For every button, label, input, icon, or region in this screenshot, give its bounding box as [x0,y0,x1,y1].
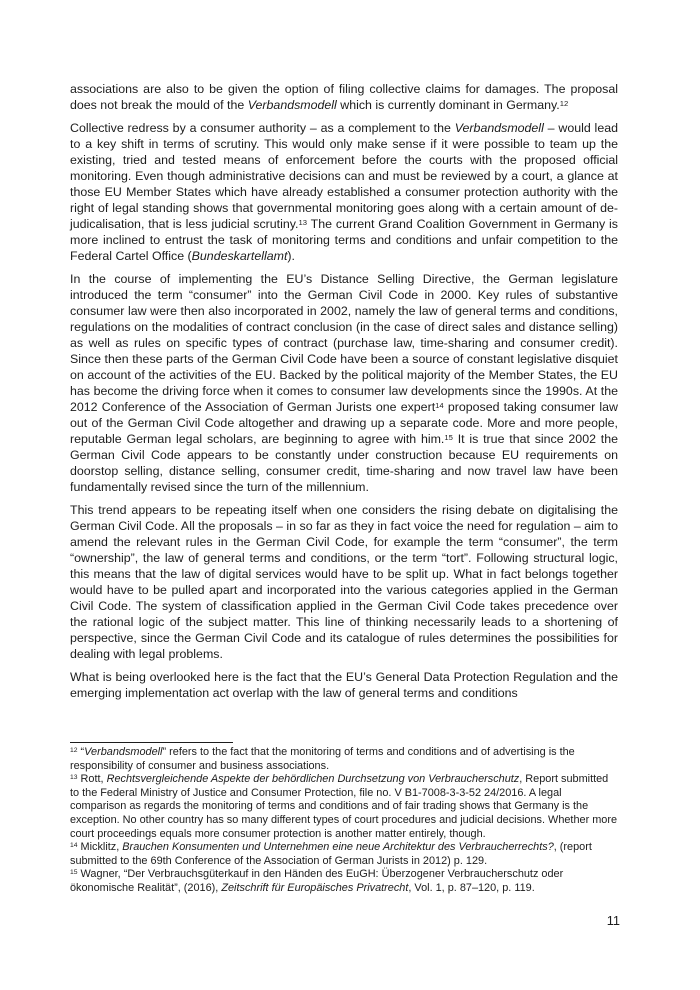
footnote [70,746,618,773]
footnote-marker: 12 [559,98,569,108]
text-run: In the course of implementing the EU’s Distance Selling Directive, the German legislature introduced the term “consumer” into the German Civil Code in 2000. Key rules of substantive consumer law were then also incorporated in 2002, namely the law of general terms and conditions, regulations on the modalities of contract conclusion (in the case of direct sales and distance selling) as well as rules on specific types of contract (purchase law, time-sharing and consumer credit). Since then these parts of the German Civil Code have been a source of constant legislative disquiet on account of the activities of the EU. Backed by the political majority of the Member States, the EU has become the driving force when it comes to consumer law developments since the 1990s. At the 2012 Conference of the Association of German Jurists one expert [70,272,618,414]
footnote [70,773,618,841]
text-run: ). [287,249,295,263]
paragraph [70,81,618,113]
footnote-marker: 13 [298,217,308,227]
text-run: , Report submitted to the Federal Ministry of Justice and Consumer Protection, file no. V B1-7008-3-3-52 24/2016. A legal comparison as regards the monitoring of terms and conditions and of fair trading shows that Germany is the exception. No other country has so many different types of court procedures and judicial decisions. Whether more court proceedings equals more consumer protection is another matter entirely, though. [70,773,618,840]
footnote-marker: 12 [70,746,78,754]
text-run: – would lead to a key shift in terms of scrutiny. This would only make sense if it were possible to team up the existing, tried and tested means of enforcement before the courts with the proposed official monitoring. Even though administrative decisions can and must be reviewed by a court, a glance at those EU Member States which have already established a consumer protection authority with the right of legal standing shows that governmental monitoring goes along with a certain amount of de-judicalisation, that is less judicial scrutiny. [70,121,618,231]
footnote-marker: 15 [444,432,453,442]
footnotes-section [70,746,618,896]
italic-text: Verbandsmodell [247,98,337,112]
italic-text: Rechtsvergleichende Aspekte der behördlichen Durchsetzung von Verbraucherschutz [106,773,520,786]
italic-text: Verbandsmodell [84,746,163,758]
footnote-marker: 14 [70,842,78,850]
page-number: 11 [606,913,620,928]
text-run: Micklitz, [77,841,123,854]
text-run: What is being overlooked here is the fact that the EU’s General Data Protection Regulation and the emerging implementation act overlap with the law of general terms and conditions [70,670,618,700]
text-run: Rott, [77,773,107,786]
text-run: Collective redress by a consumer authority – as a complement to the [70,121,455,135]
text-run: which is currently dominant in Germany. [336,98,560,112]
italic-text: Verbandsmodell [454,121,544,135]
italic-text: Zeitschrift für Europäisches Privatrecht [221,881,409,894]
footnote-marker: 15 [70,869,78,877]
italic-text: Bundeskartellamt [191,249,288,263]
italic-text: Brauchen Konsumenten und Unternehmen eine neue Architektur des Verbraucherrechts? [122,841,554,854]
footnote [70,868,618,895]
text-run: associations are also to be given the option of filing collective claims for damages. The proposal does not break the mould of the [70,82,618,112]
text-run: The current Grand Coalition Government in Germany is more inclined to entrust the task of monitoring terms and conditions and unfair competition to the Federal Cartel Office ( [70,217,619,263]
paragraph [70,669,618,701]
text-run: Wagner, “Der Verbrauchsgüterkauf in den Händen des EuGH: Überzogener Verbraucherschutz oder ökonomische Realität”, (2016), [70,868,564,894]
paragraph [70,271,618,495]
text-run: , (report submitted to the 69th Conference of the Association of German Jurists in 2012) p. 129. [70,841,592,867]
text-run: , Vol. 1, p. 87–120, p. 119. [408,881,535,894]
text-run: This trend appears to be repeating itself when one considers the rising debate on digitalising the German Civil Code. All the proposals – in so far as they in fact voice the need for regulation – aim to amend the relevant rules in the German Civil Code, for example the term “consumer”, the term “ownership”, the law of general terms and conditions, or the term “tort”. Following structural logic, this means that the law of digital services would have to be split up. What in fact belongs together would have to be pulled apart and incorporated into the various categories applied in the German Civil Code. The system of classification applied in the German Civil Code takes precedence over the rational logic of the subject matter. This line of thinking necessarily leads to a shortening of perspective, since the German Civil Code and its catalogue of rules determines the possibilities for dealing with legal problems. [70,503,618,661]
text-run: “ [77,746,85,758]
footnote-separator [70,742,233,743]
page-body [70,81,618,708]
paragraph [70,120,618,264]
text-run: It is true that since 2002 the German Civil Code appears to be constantly under construction because EU requirements on doorstop selling, distance selling, consumer credit, time-sharing and now travel law have been fundamentally revised since the turn of the millennium. [70,432,618,494]
text-run: proposed taking consumer law out of the German Civil Code altogether and drawing up a separate code. More and more people, reputable German legal scholars, are beginning to agree with him. [70,400,618,446]
text-run: ” refers to the fact that the monitoring of terms and conditions and of advertising is the responsibility of consumer and business associations. [70,746,575,772]
footnote-marker: 13 [70,774,78,782]
footnote-marker: 14 [435,400,444,410]
paragraph [70,502,618,662]
footnote [70,841,618,868]
